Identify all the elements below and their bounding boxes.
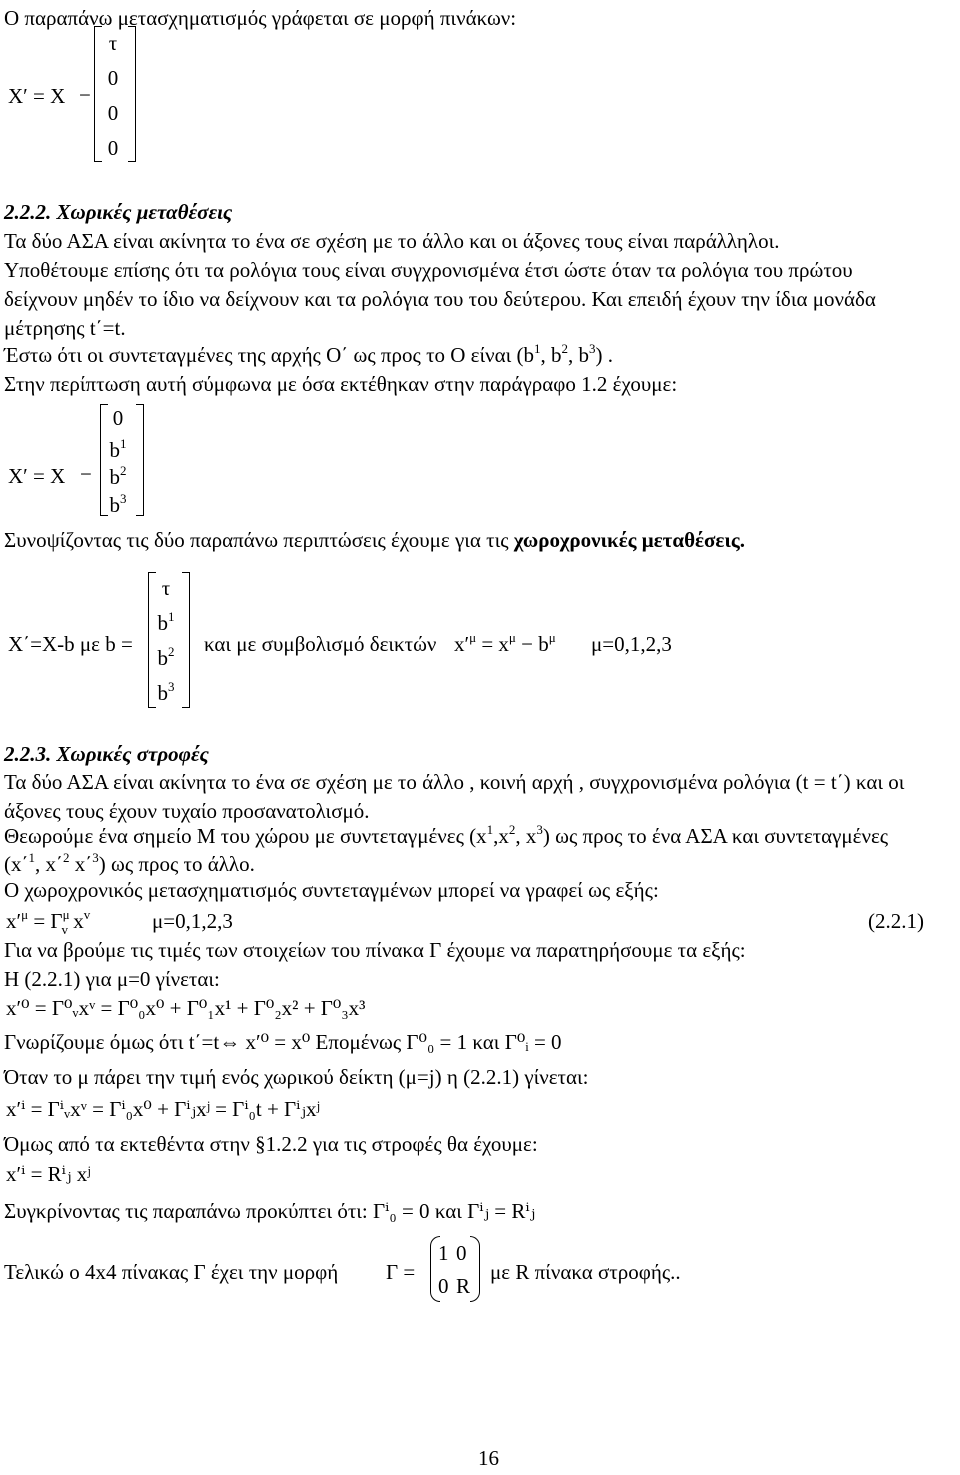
paragraph-line: Γνωρίζουμε όμως ότι t΄=t⇔ x′⁰ = x⁰ Επομένως Γ⁰₀ = 1 και Γ⁰ᵢ = 0 [4,1030,562,1054]
page-number: 16 [478,1446,499,1470]
summary-line: Συνοψίζοντας τις δύο παραπάνω περιπτώσεις έχουμε για τις χωροχρονικές μεταθέσεις. [4,528,746,552]
matrix3-range: μ=0,1,2,3 [591,632,672,656]
section-heading-222: 2.2.2. Χωρικές μεταθέσεις [4,200,233,224]
matrix2-entry: $b^3$ [109,491,127,517]
matrix3-bracket-right [182,572,190,708]
matrix3-entry: $b^2$ [157,644,175,670]
paragraph-line: Όταν το μ πάρει την τιμή ενός χωρικού δείκτη (μ=j) η (2.2.1) γίνεται: [4,1065,589,1089]
gamma-equals: Γ = [386,1260,416,1284]
matrix1-minus: − [79,83,91,107]
matrix3-lhs: X΄=X-b με b = [8,632,133,656]
equation-mu-j: x′ⁱ = Γⁱᵥxᵛ = Γⁱ₀x⁰ + Γⁱⱼxʲ = Γⁱ₀t + Γⁱⱼxʲ [6,1097,320,1121]
paragraph-line: δείχνουν μηδέν το ίδιο να δείχνουν και τα ρολόγια του του δεύτερου. Και επειδή έχουν την ίδια μονάδα [4,287,876,311]
matrix2-minus: − [80,462,92,486]
intro-text: Ο παραπάνω μετασχηματισμός γράφεται σε μορφή πινάκων: [4,6,517,30]
gamma-entry: 1 [438,1241,449,1265]
paragraph-line: Η (2.2.1) για μ=0 γίνεται: [4,967,220,991]
matrix1-entry: τ [108,31,118,55]
paragraph-line: Για να βρούμε τις τιμές των στοιχείων του πίνακα Γ έχουμε να παρατηρήσουμε τα εξής: [4,938,746,962]
paragraph-line: μέτρησης t΄=t. [4,316,126,340]
gamma-entry: R [456,1274,471,1298]
paragraph-line: Έστω ότι οι συντεταγμένες της αρχής Ο΄ ως προς το Ο είναι ($b^1$, $b^2$, $b^3$) . [4,341,614,367]
equation-mu-zero: x′⁰ = Γ⁰ᵥxᵛ = Γ⁰₀x⁰ + Γ⁰₁x¹ + Γ⁰₂x² + Γ⁰₃x³ [6,996,366,1020]
paragraph-line: Υποθέτουμε επίσης ότι τα ρολόγια τους είναι συγχρονισμένα έτσι ώστε όταν τα ρολόγια του πρώτου [4,258,853,282]
equation-2-2-1: $x'^\mu = \Gamma^\mu_v$ $x^v$ [6,907,91,937]
paragraph-line: άξονες τους έχουν τυχαίο προσανατολισμό. [4,799,370,823]
equation-rotation: x′ⁱ = Rⁱⱼ xʲ [6,1162,91,1186]
matrix3-entry: $b^3$ [157,679,175,705]
paragraph-line: Θεωρούμε ένα σημείο Μ του χώρου με συντεταγμένες ($x^1,x^2$, $x^3$) ως προς το ένα ΑΣΑ και συντεταγμένες [4,822,889,848]
matrix2-entry: 0 [112,406,124,430]
final-tail: με R πίνακα στροφής.. [490,1260,681,1284]
matrix3-formula: $x'^\mu = x^\mu - b^\mu$ [454,630,556,656]
paragraph-line: Ο χωροχρονικός μετασχηματισμός συντεταγμένων μπορεί να γραφεί ως εξής: [4,878,659,902]
matrix3-entry: $b^1$ [157,609,175,635]
matrix1-entry: 0 [107,66,119,90]
paragraph-line: Συγκρίνοντας τις παραπάνω προκύπτει ότι: Γⁱ₀ = 0 και Γⁱⱼ = Rⁱⱼ [4,1199,536,1223]
matrix1-bracket-right [128,26,136,162]
final-text: Τελικώ ο 4x4 πίνακας Γ έχει την μορφή [4,1260,339,1284]
paragraph-line: (x΄$^1$, x΄$^2$ x΄$^3$) ως προς το άλλο. [4,850,255,876]
gamma-entry: 0 [438,1274,449,1298]
gamma-paren-right [470,1236,480,1302]
matrix3-entry: τ [161,576,171,600]
matrix2-entry: $b^1$ [109,436,127,462]
equation-number: (2.2.1) [868,909,924,933]
paragraph-line: Τα δύο ΑΣΑ είναι ακίνητα το ένα σε σχέση με το άλλο , κοινή αρχή , συγχρονισμένα ρολόγια (t = t΄) και οι [4,770,905,794]
section-heading-223: 2.2.3. Χωρικές στροφές [4,742,209,766]
gamma-entry: 0 [456,1241,467,1265]
equation-range: μ=0,1,2,3 [152,909,233,933]
matrix2-bracket-right [136,404,144,516]
matrix1-entry: 0 [107,101,119,125]
matrix3-middle-text: και με συμβολισμό δεικτών [204,632,437,656]
matrix2-lhs: X′ = X [8,464,66,488]
matrix1-lhs: X′ = X [8,84,66,108]
matrix2-entry: $b^2$ [109,463,127,489]
paragraph-line: Στην περίπτωση αυτή σύμφωνα με όσα εκτέθηκαν στην παράγραφο 1.2 έχουμε: [4,372,678,396]
matrix1-entry: 0 [107,136,119,160]
paragraph-line: Τα δύο ΑΣΑ είναι ακίνητα το ένα σε σχέση με το άλλο και οι άξονες τους είναι παράλληλοι. [4,229,780,253]
paragraph-line: Όμως από τα εκτεθέντα στην §1.2.2 για τις στροφές θα έχουμε: [4,1132,538,1156]
